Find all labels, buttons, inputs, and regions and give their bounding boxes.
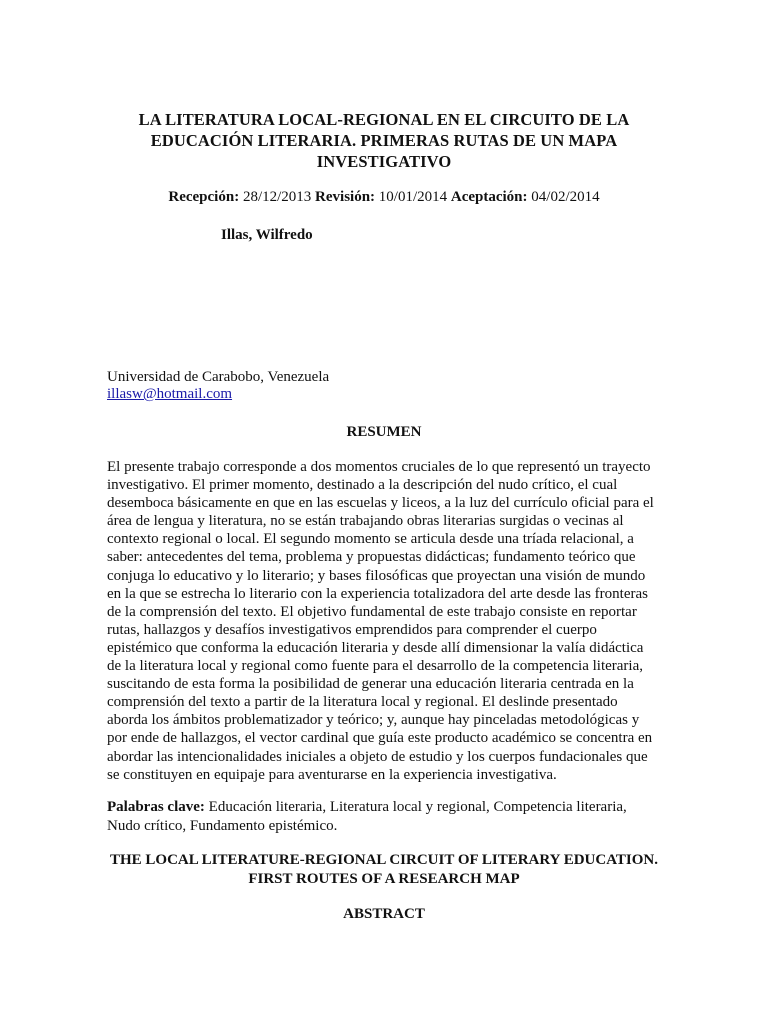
reception-label: Recepción: <box>168 189 240 205</box>
abstract-heading: ABSTRACT <box>343 906 425 922</box>
paper-title: LA LITERATURA LOCAL-REGIONAL EN EL CIRCUITO DE LA EDUCACIÓN LITERARIA. PRIMERAS RUTAS DE UN MAPA INVESTIGATIVO <box>138 110 630 171</box>
revision-label: Revisión: <box>315 189 376 205</box>
resumen-body: El presente trabajo corresponde a dos momentos cruciales de lo que representó un trayecto investigativo. El primer momento, destinado a la descripción del nudo crítico, el cual desemboca básicamente en que en las escuelas y liceos, a la luz del currículo oficial para el área de lengua y literatura, no se están trabajando obras literarias surgidas o vecinas al contexto regional o local. El segundo momento se articula desde una tríada relacional, a saber: antecedentes del tema, problema y propuestas didácticas; fundamento teórico que conjuga lo educativo y lo literario; y bases filosóficas que proyectan una visión de mundo en la que se estrecha lo literario con la experiencia totalizadora del arte desde las fronteras de la comprensión del texto. El objetivo fundamental de este trabajo consiste en reportar rutas, hallazgos y desafíos investigativos emprendidos para comprender el cuerpo epistémico que conforma la educación literaria y desde allí dimensionar la valía didáctica de la literatura local y regional como fuente para el desarrollo de la competencia literaria, suscitando de esta forma la posibilidad de generar una educación literaria centrada en la comprensión del texto a partir de la literatura local y regional. El deslinde presentado aborda los ámbitos problematizador y teórico; y, aunque hay pinceladas metodológicas y por ende de hallazgos, el vector cardinal que guía este producto académico se concentra en abordar las intencionalidades iniciales a objeto de estudio y los cuerpos fundacionales que se constituyen en equipaje para aventurarse en la experiencia investigativa. <box>107 459 654 783</box>
keywords-value: Educación literaria, Literatura local y regional, Competencia literaria, Nudo crítico, Fundamento epistémico. <box>107 799 627 834</box>
keywords <box>107 798 659 835</box>
submission-dates <box>0 187 768 207</box>
resumen-heading: RESUMEN <box>346 424 422 440</box>
institution: Universidad de Carabobo, Venezuela <box>107 369 330 385</box>
keywords-label: Palabras clave: <box>107 799 205 815</box>
reception-date: 28/12/2013 <box>242 189 312 205</box>
english-title: THE LOCAL LITERATURE-REGIONAL CIRCUIT OF LITERARY EDUCATION. FIRST ROUTES OF A RESEARCH MAP <box>109 852 659 887</box>
author-name: Illas, Wilfredo <box>221 227 313 243</box>
acceptance-date: 04/02/2014 <box>531 189 600 205</box>
author-email-link[interactable]: illasw@hotmail.com <box>107 386 233 402</box>
author-affiliation <box>107 369 329 403</box>
acceptance-label: Aceptación: <box>450 189 528 205</box>
revision-date: 10/01/2014 <box>378 189 448 205</box>
